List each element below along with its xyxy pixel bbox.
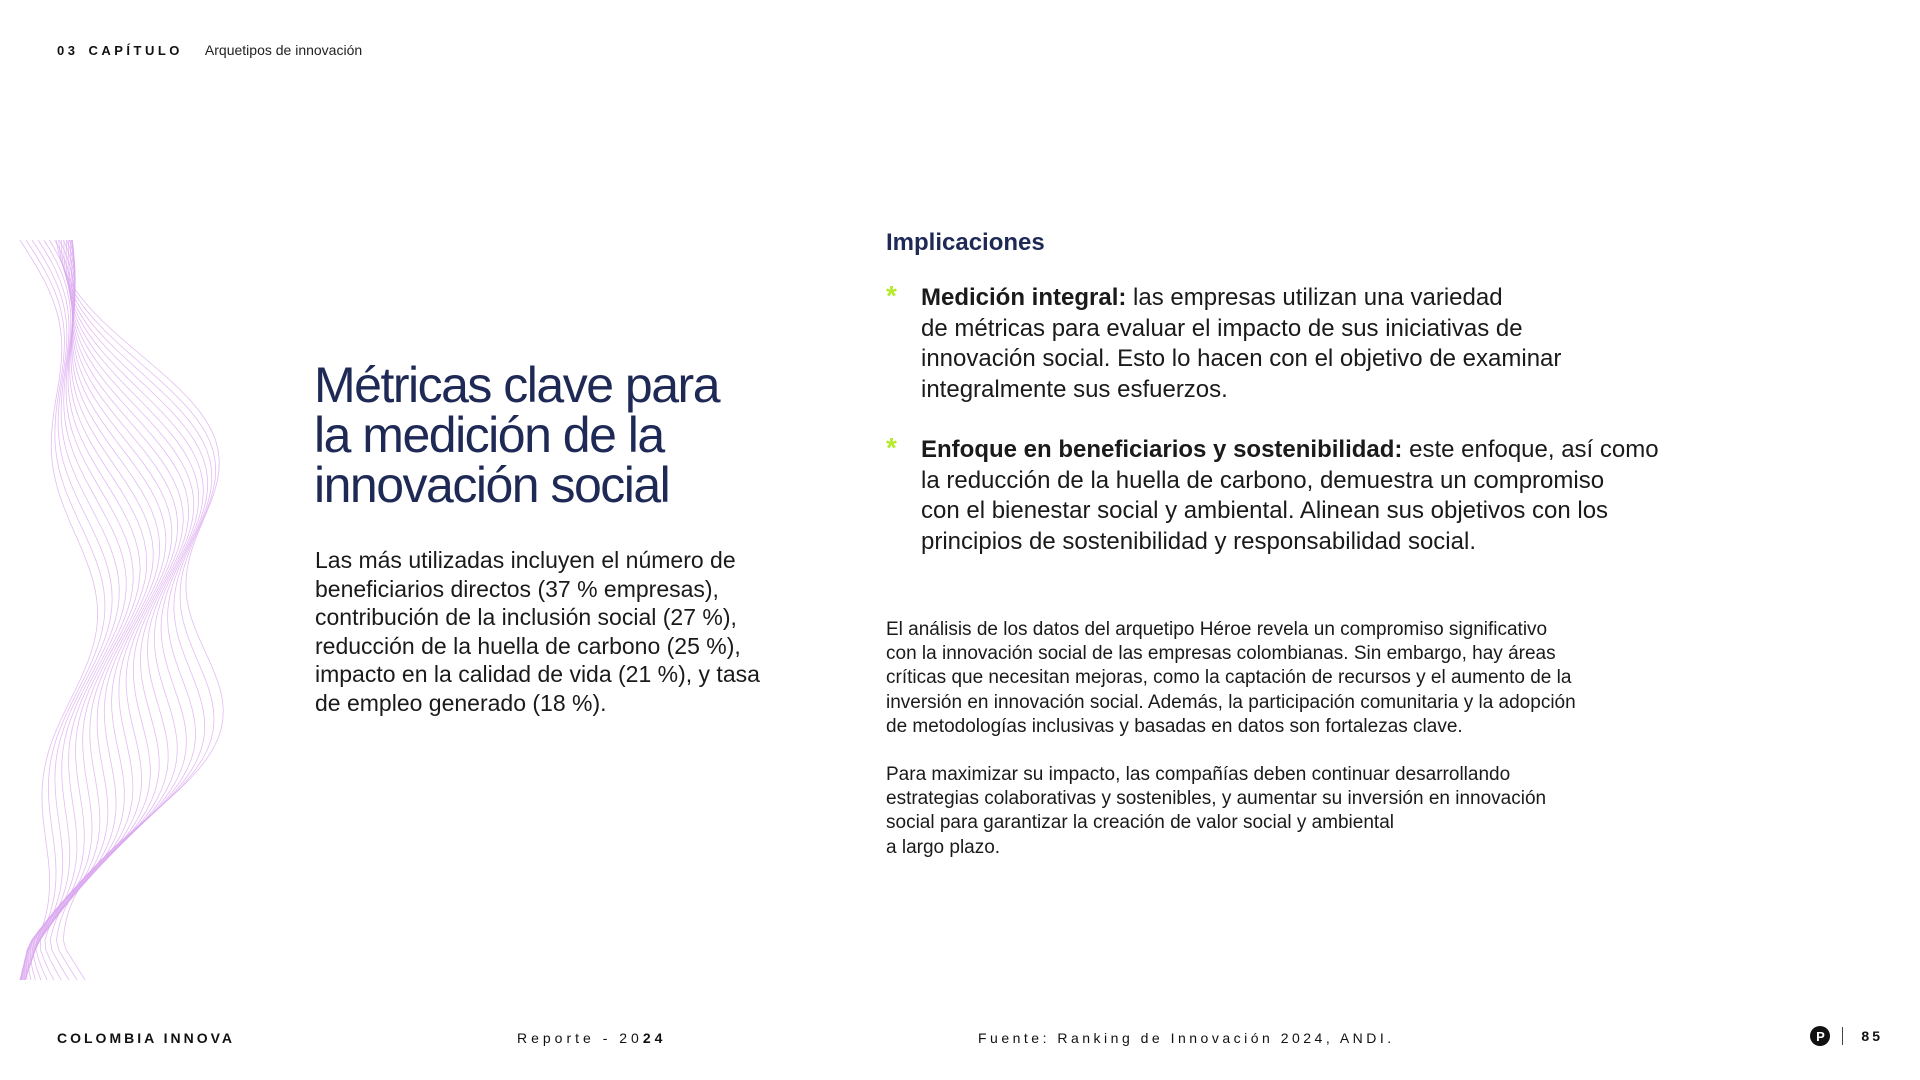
intro-line: contribución de la inclusión social (27 %), <box>315 604 737 630</box>
analysis-section <box>886 618 1646 884</box>
bullet-text: principios de sostenibilidad y responsabilidad social. <box>921 527 1476 555</box>
wave-line <box>56 240 223 980</box>
footer-report <box>517 1030 666 1046</box>
chapter-label: CAPÍTULO <box>88 43 183 58</box>
analysis-line: Para maximizar su impacto, las compañías deben continuar desarrollando <box>886 764 1511 786</box>
title-line: la medición de la <box>314 407 664 463</box>
asterisk-icon: * <box>886 280 897 311</box>
wave-line <box>20 240 153 980</box>
divider <box>1842 1027 1843 1045</box>
wave-line <box>33 240 194 980</box>
analysis-line: social para garantizar la creación de valor social y ambiental <box>886 812 1394 834</box>
wave-line <box>22 240 126 980</box>
bullet-lead: Enfoque en beneficiarios y sostenibilidad: <box>921 436 1403 463</box>
wave-line <box>41 240 204 980</box>
bullet-lead: Medición integral: <box>921 284 1127 311</box>
bullet-text: de métricas para evaluar el impacto de sus iniciativas de <box>921 314 1523 342</box>
decorative-waves <box>0 240 290 980</box>
analysis-line: El análisis de los datos del arquetipo Héroe revela un compromiso significativo <box>886 619 1548 640</box>
bullet-text: con el bienestar social y ambiental. Alinean sus objetivos con los <box>921 497 1609 524</box>
intro-line: impacto en la calidad de vida (21 %), y tasa <box>315 661 760 687</box>
page-title <box>314 357 834 513</box>
intro-line: de empleo generado (18 %). <box>315 689 607 716</box>
report-year: 24 <box>642 1030 667 1046</box>
analysis-line: estrategias colaborativas y sostenibles, y aumentar su inversión en innovación <box>886 788 1547 810</box>
title-line: innovación social <box>314 457 670 513</box>
wave-line <box>24 240 112 980</box>
implications-heading: Implicaciones <box>886 229 1045 256</box>
implications-list <box>886 280 1716 587</box>
bullet-text: integralmente sus esfuerzos. <box>921 375 1228 403</box>
wave-line <box>50 240 212 980</box>
bullet-text: este enfoque, así como <box>1402 436 1659 463</box>
intro-line: reducción de la huella de carbono (25 %), <box>315 632 741 659</box>
brand-logo-icon: P <box>1810 1026 1830 1046</box>
analysis-paragraph <box>886 618 1646 739</box>
asterisk-icon: * <box>886 432 897 463</box>
chapter-header <box>57 42 362 58</box>
analysis-line: a largo plazo. <box>886 836 1001 858</box>
wave-line <box>21 240 160 980</box>
analysis-line: de metodologías inclusivas y basadas en datos son fortalezas clave. <box>886 715 1463 737</box>
footer-source: Fuente: Ranking de Innovación 2024, ANDI. <box>978 1030 1395 1046</box>
wave-line <box>28 240 183 980</box>
footer-brand: COLOMBIA INNOVA <box>57 1030 235 1046</box>
page-number: 85 <box>1861 1028 1883 1044</box>
chapter-number: 03 <box>57 43 79 58</box>
bullet-text: las empresas utilizan una variedad <box>1126 284 1503 311</box>
analysis-paragraph <box>886 763 1646 860</box>
analysis-line: con la innovación social de las empresas colombianas. Sin embargo, hay áreas <box>886 643 1556 665</box>
intro-line: Las más utilizadas incluyen el número de <box>315 547 736 573</box>
bullet-text: la reducción de la huella de carbono, demuestra un compromiso <box>921 466 1605 494</box>
title-line: Métricas clave para <box>314 357 719 413</box>
intro-paragraph <box>315 546 805 717</box>
wave-line <box>20 240 98 980</box>
footer-page-info <box>1810 1026 1883 1046</box>
list-item <box>886 432 1716 557</box>
analysis-line: inversión en innovación social. Además, la participación comunitaria y la adopción <box>886 691 1576 713</box>
bullet-text: innovación social. Esto lo hacen con el objetivo de examinar <box>921 345 1562 372</box>
analysis-line: críticas que necesitan mejoras, como la captación de recursos y el aumento de la <box>886 667 1572 689</box>
list-item <box>886 280 1716 405</box>
intro-line: beneficiarios directos (37 % empresas), <box>315 575 719 602</box>
chapter-title: Arquetipos de innovación <box>204 42 363 58</box>
report-label: Reporte - 20 <box>517 1030 643 1046</box>
